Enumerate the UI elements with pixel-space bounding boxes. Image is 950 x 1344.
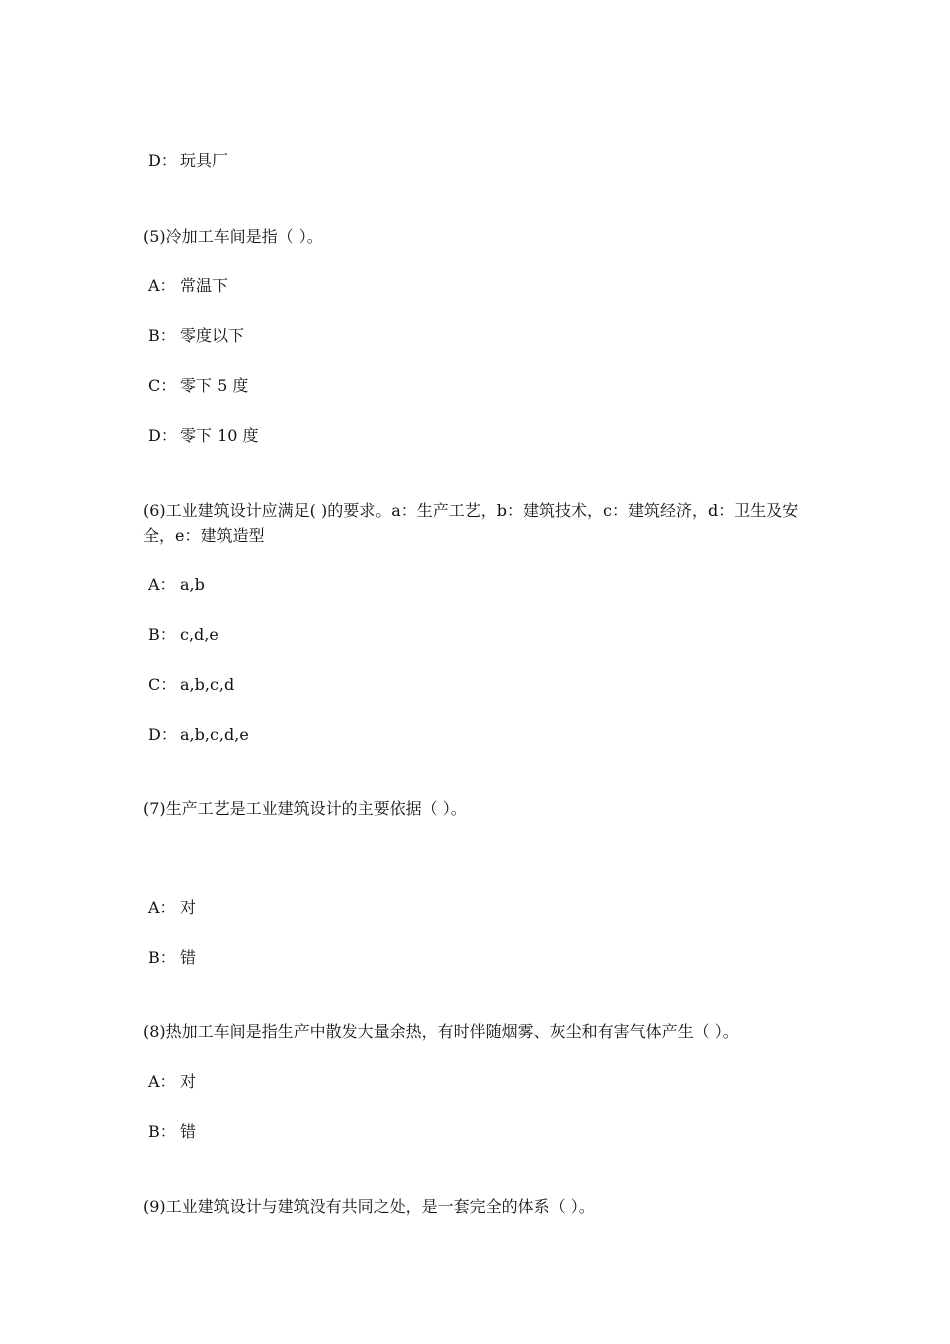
option-line [148, 724, 249, 746]
option-line [148, 624, 219, 646]
question-6: (6)工业建筑设计应满足( )的要求。a：生产工艺，b：建筑技术，c：建筑经济，d：卫生及安全，e：建筑造型 [143, 501, 799, 545]
option-text: 对 [180, 1072, 197, 1091]
option-key: C： [148, 376, 177, 395]
option-key: A： [148, 575, 176, 594]
option-key: B： [148, 948, 176, 967]
option-key: B： [148, 625, 176, 644]
option-line [148, 275, 228, 297]
option-line [148, 574, 205, 596]
option-text: 常温下 [180, 276, 229, 295]
option-line [148, 375, 248, 397]
option-text: 玩具厂 [180, 151, 229, 170]
option-key: A： [148, 1072, 176, 1091]
option-line [148, 1121, 196, 1143]
option-key: B： [148, 1122, 176, 1141]
option-line [148, 947, 196, 969]
question-8: (8)热加工车间是指生产中散发大量余热，有时伴随烟雾、灰尘和有害气体产生（ ）。 [143, 1022, 739, 1041]
option-line [148, 425, 259, 447]
option-text: 零度以下 [180, 326, 245, 345]
option-line [148, 674, 234, 696]
question-5: (5)冷加工车间是指（ ）。 [143, 227, 323, 246]
option-key: C： [148, 675, 177, 694]
question-9: (9)工业建筑设计与建筑没有共同之处，是一套完全的体系（ ）。 [143, 1197, 595, 1216]
option-text: 零下 10 度 [180, 426, 259, 445]
option-key: A： [148, 276, 176, 295]
option-line [148, 897, 196, 919]
option-line [148, 1071, 196, 1093]
option-text: a,b,c,d [180, 675, 235, 694]
option-text: 对 [180, 898, 197, 917]
option-text: a,b [180, 575, 205, 594]
option-text: 零下 5 度 [180, 376, 249, 395]
option-key: B： [148, 326, 176, 345]
option-key: D： [148, 151, 177, 170]
option-key: A： [148, 898, 176, 917]
option-text: c,d,e [180, 625, 219, 644]
option-text: 错 [180, 1122, 197, 1141]
option-line [148, 150, 228, 172]
option-text: a,b,c,d,e [180, 725, 249, 744]
option-line [148, 325, 244, 347]
option-text: 错 [180, 948, 197, 967]
option-key: D： [148, 725, 177, 744]
question-7: (7)生产工艺是工业建筑设计的主要依据（ ）。 [143, 799, 467, 818]
option-key: D： [148, 426, 177, 445]
